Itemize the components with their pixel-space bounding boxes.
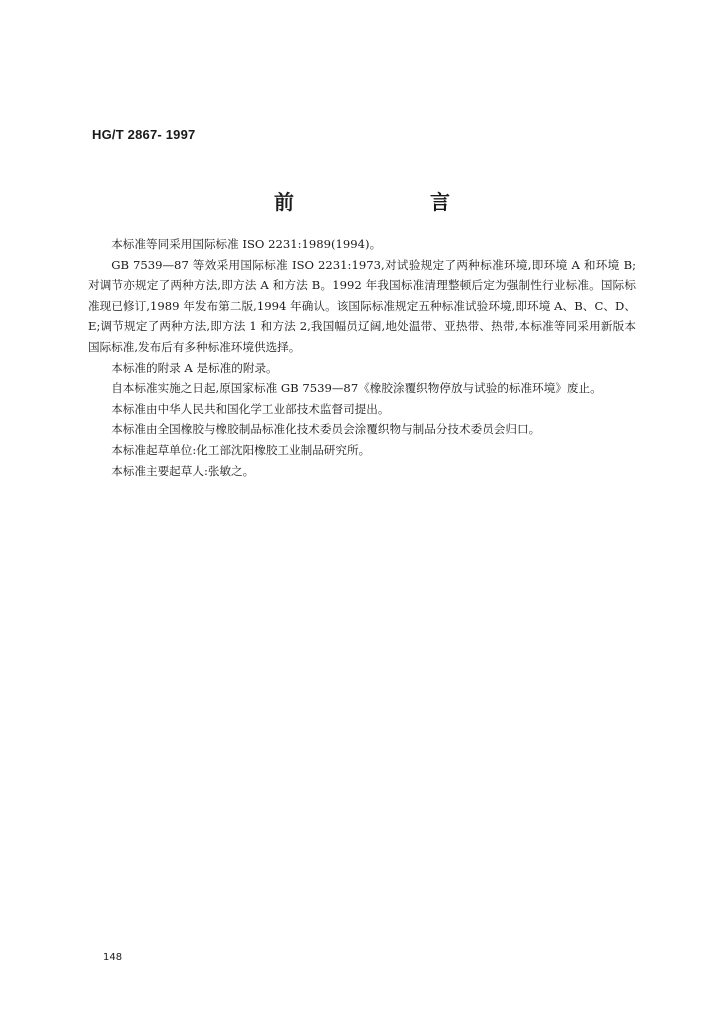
paragraph-adoption: 本标准等同采用国际标准 ISO 2231:1989(1994)。 bbox=[111, 237, 382, 251]
foreword-body bbox=[88, 234, 636, 481]
paragraph-centralized-by: 本标准由全国橡胶与橡胶制品标准化技术委员会涂覆织物与制品分技术委员会归口。 bbox=[111, 422, 541, 437]
paragraph-proposed-by: 本标准由中华人民共和国化学工业部技术监督司提出。 bbox=[111, 401, 390, 416]
paragraph-drafting-unit: 本标准起草单位:化工部沈阳橡胶工业制品研究所。 bbox=[111, 442, 371, 457]
paragraph-background: GB 7539—87 等效采用国际标准 ISO 2231:1973,对试验规定了两种标准环境,即环境 A 和环境 B;对调节亦规定了两种方法,即方法 A 和方法 B。1992 年我国标准清理整顿后定为强制性行业标准。国际标准现已修订,1989 年发布第二版,1994 年确认。该国际标准规定五种标准试验环境,即环境 A、B、C、D、E;调节规定了两种方法,即方法 1 和方法 2,我国幅员辽阔,地处温带、亚热带、热带,本标准等同采用新版本国际标准,发布后有多种标准环境供选择。 bbox=[88, 257, 636, 354]
standard-code: HG/T 2867- 1997 bbox=[92, 127, 196, 142]
paragraph-drafters: 本标准主要起草人:张敏之。 bbox=[111, 463, 255, 478]
page-number: 148 bbox=[103, 952, 123, 963]
paragraph-appendix: 本标准的附录 A 是标准的附录。 bbox=[111, 360, 278, 375]
paragraph-supersedes: 自本标准实施之日起,原国家标准 GB 7539—87《橡胶涂覆织物停放与试验的标准环境》废止。 bbox=[111, 381, 602, 396]
page-title: 前 言 bbox=[274, 190, 508, 214]
